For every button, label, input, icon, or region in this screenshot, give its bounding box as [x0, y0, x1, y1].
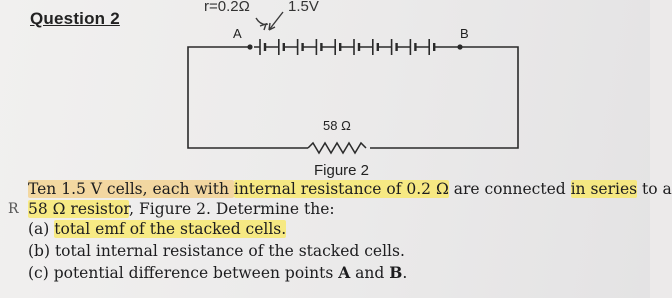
- resistor-symbol: [308, 143, 366, 153]
- cell-stack: [254, 39, 458, 55]
- text-line-2: [28, 200, 335, 219]
- question-heading: Question 2: [30, 9, 120, 28]
- line1-part1: Ten 1.5 V cells, each with: [28, 180, 234, 198]
- node-a: [247, 44, 252, 49]
- line2-part2: , Figure 2. Determine the:: [129, 200, 335, 218]
- line2-highlight-resistor: 58 Ω resistor: [28, 200, 130, 218]
- item-c-text: (c) potential difference between points: [28, 264, 339, 282]
- handwritten-arrow-1: [256, 18, 268, 30]
- margin-mark: R: [8, 201, 19, 217]
- line1-highlight-series: in series: [570, 180, 638, 198]
- item-a-marker: (a): [28, 220, 55, 238]
- point-a-label: A: [233, 26, 242, 41]
- line1-highlight-internal-resistance: internal resistance of 0.2 Ω: [233, 180, 449, 198]
- handwritten-voltage: 1.5V: [288, 0, 319, 15]
- figure-caption: Figure 2: [314, 162, 370, 179]
- line1-part5: to a: [637, 180, 672, 198]
- item-c: [28, 263, 407, 283]
- item-a: [28, 220, 286, 239]
- resistor-label: 58 Ω: [323, 118, 351, 133]
- line1-part3: are connected: [448, 180, 571, 198]
- item-b: (b) total internal resistance of the stacked cells.: [28, 242, 405, 260]
- wire-left: [188, 47, 308, 148]
- node-b: [457, 44, 462, 49]
- point-b-label: B: [460, 26, 469, 41]
- wire-right: [370, 47, 518, 148]
- item-c-and: and: [350, 264, 390, 282]
- handwritten-internal-resistance: r=0.2Ω: [204, 0, 250, 15]
- text-line-1: [28, 180, 672, 199]
- item-a-text: total emf of the stacked cells.: [54, 220, 287, 238]
- item-c-point-b: B: [389, 263, 403, 282]
- handwritten-arrow-2: [269, 12, 283, 30]
- item-c-point-a: A: [338, 263, 351, 282]
- item-c-end: .: [402, 264, 408, 282]
